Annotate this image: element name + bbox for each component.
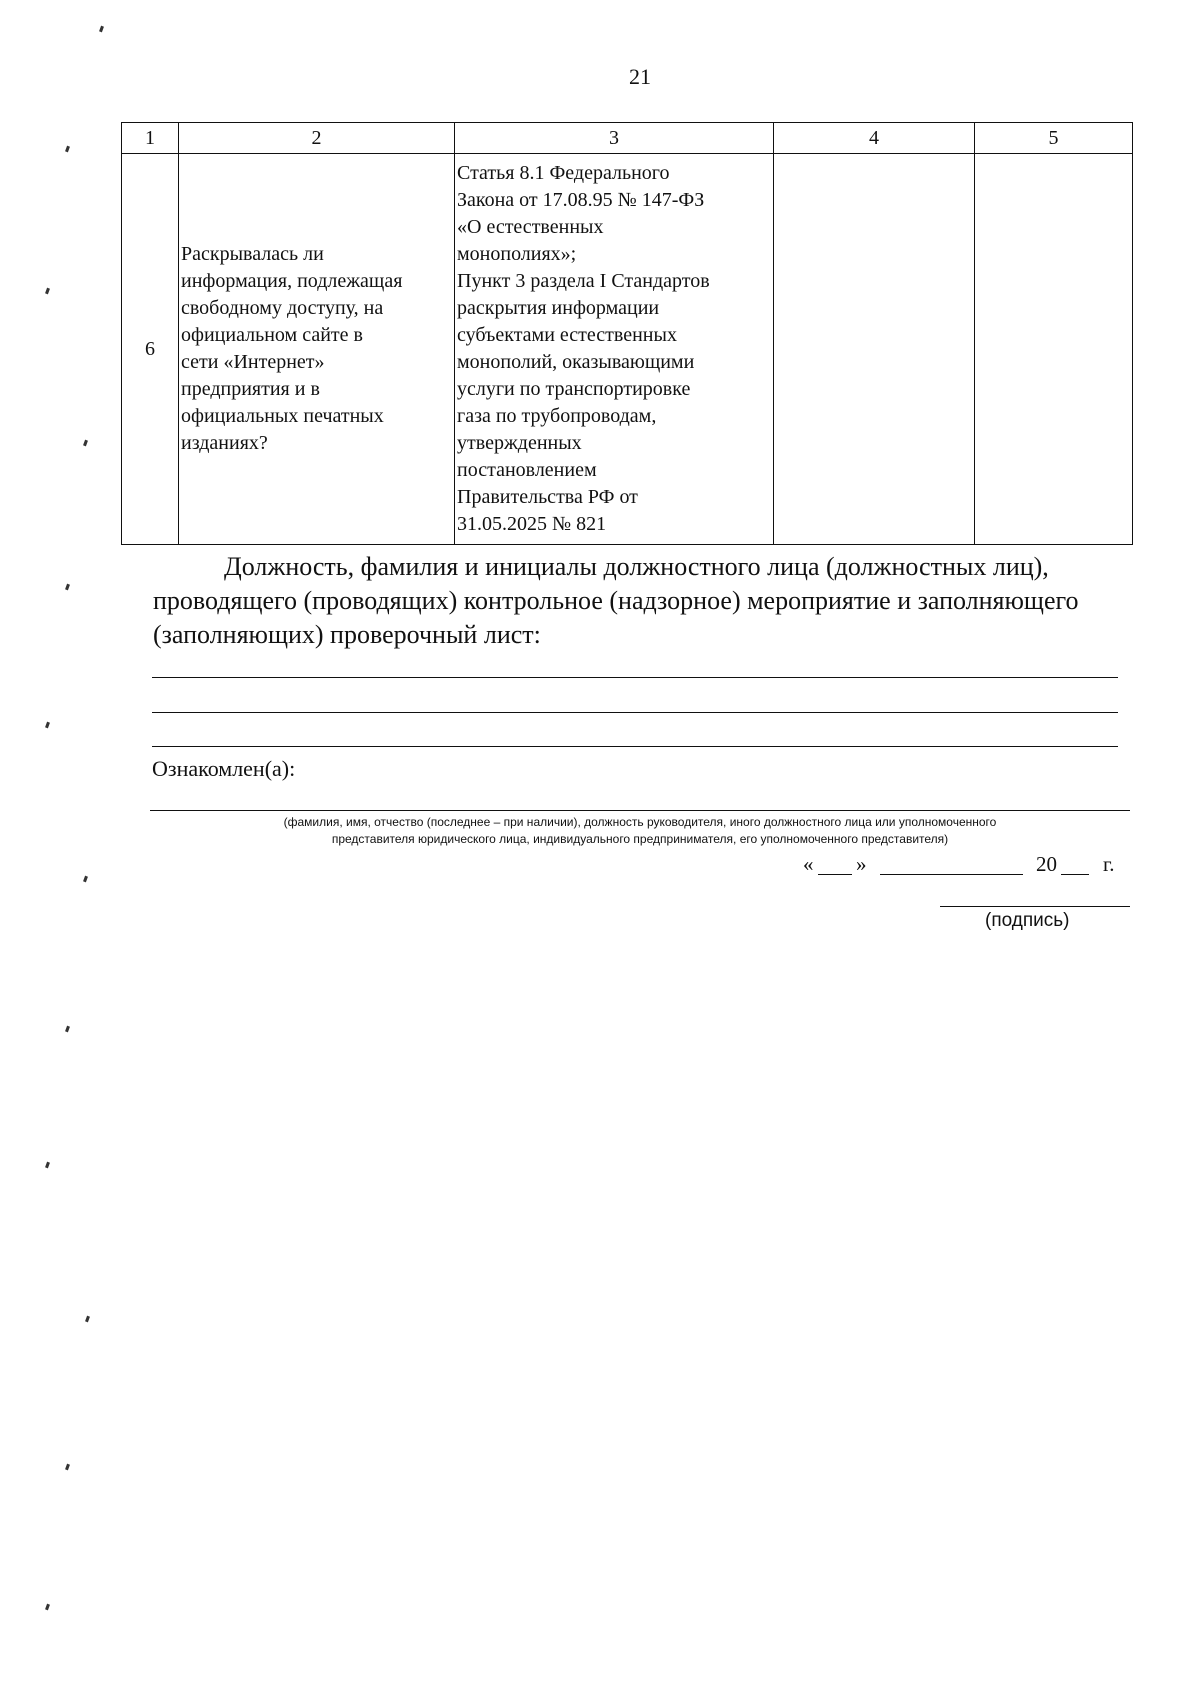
acknowledged-name-line[interactable] xyxy=(150,810,1130,811)
scan-speck xyxy=(45,722,50,729)
inspector-paragraph: Должность, фамилия и инициалы должностного лица (должностных лиц), проводящего (проводящих) контрольное (надзорное) мероприятие и заполняющего (заполняющих) проверочный лист: xyxy=(153,552,1079,649)
legal-basis-line: субъектами естественных xyxy=(457,324,677,346)
scan-speck xyxy=(45,288,50,295)
table-header-row xyxy=(122,123,1133,154)
scan-speck xyxy=(65,146,70,153)
caption-line: (фамилия, имя, отчество (последнее – при наличии), должность руководителя, иного должностного лица или уполномоченного xyxy=(283,815,997,829)
legal-basis-line: монополиях»; xyxy=(457,243,577,265)
legal-basis-line: Правительства РФ от xyxy=(457,486,638,508)
scan-speck xyxy=(65,1026,70,1033)
answer-cell-col4[interactable] xyxy=(774,154,975,545)
legal-basis-cell xyxy=(455,154,774,545)
legal-basis-line: утвержденных xyxy=(457,432,582,454)
table-header-cell: 5 xyxy=(975,123,1133,154)
row-number-cell: 6 xyxy=(122,154,179,545)
question-line: Раскрывалась ли xyxy=(181,243,324,265)
legal-basis-line: газа по трубопроводам, xyxy=(457,405,657,427)
scan-speck xyxy=(83,440,88,447)
checklist-table xyxy=(121,122,1133,545)
legal-basis-line: Пункт 3 раздела I Стандартов xyxy=(457,270,710,292)
scan-speck xyxy=(45,1604,50,1611)
question-line: свободному доступу, на xyxy=(181,297,384,319)
table-header-cell: 3 xyxy=(455,123,774,154)
inspector-signature-line[interactable] xyxy=(152,746,1118,747)
scan-speck xyxy=(45,1162,50,1169)
date-year-suffix: г. xyxy=(1103,852,1115,876)
inspector-signature-line[interactable] xyxy=(152,677,1118,678)
date-close-quote: » xyxy=(856,852,867,876)
legal-basis-line: Закона от 17.08.95 № 147-ФЗ xyxy=(457,189,705,211)
legal-basis-line: раскрытия информации xyxy=(457,297,660,319)
legal-basis-line: Статья 8.1 Федерального xyxy=(457,162,670,184)
scan-speck xyxy=(65,1464,70,1471)
date-month-blank[interactable] xyxy=(880,874,1023,875)
legal-basis-line: 31.05.2025 № 821 xyxy=(457,513,607,535)
signature-caption: (подпись) xyxy=(985,910,1070,931)
caption-line: представителя юридического лица, индивидуального предпринимателя, его уполномоченного представителя) xyxy=(331,832,949,846)
acknowledged-label: Ознакомлен(а): xyxy=(152,756,296,781)
question-line: информация, подлежащая xyxy=(181,270,403,292)
table-header-cell: 1 xyxy=(122,123,179,154)
legal-basis-line: постановлением xyxy=(457,459,597,481)
question-line: изданиях? xyxy=(181,432,268,454)
date-day-blank[interactable] xyxy=(818,874,852,875)
legal-basis-line: «О естественных xyxy=(457,216,604,238)
legal-basis-line: монополий, оказывающими xyxy=(457,351,695,373)
table-header-cell: 2 xyxy=(179,123,455,154)
table-row xyxy=(122,154,1133,545)
acknowledged-caption xyxy=(150,814,1130,848)
question-line: официальном сайте в xyxy=(181,324,363,346)
question-line: сети «Интернет» xyxy=(181,351,325,373)
date-year-prefix: 20 xyxy=(1036,852,1057,876)
scan-speck xyxy=(65,584,70,591)
question-line: официальных печатных xyxy=(181,405,384,427)
scan-speck xyxy=(83,876,88,883)
scan-speck xyxy=(99,26,104,33)
question-line: предприятия и в xyxy=(181,378,320,400)
inspector-signature-line[interactable] xyxy=(152,712,1118,713)
date-year-blank[interactable] xyxy=(1061,874,1089,875)
page-number: 21 xyxy=(629,64,651,89)
question-cell xyxy=(179,154,455,545)
legal-basis-line: услуги по транспортировке xyxy=(457,378,691,400)
date-open-quote: « xyxy=(803,852,814,876)
signature-line[interactable] xyxy=(940,906,1130,907)
answer-cell-col5[interactable] xyxy=(975,154,1133,545)
table-header-cell: 4 xyxy=(774,123,975,154)
scan-speck xyxy=(85,1316,90,1323)
